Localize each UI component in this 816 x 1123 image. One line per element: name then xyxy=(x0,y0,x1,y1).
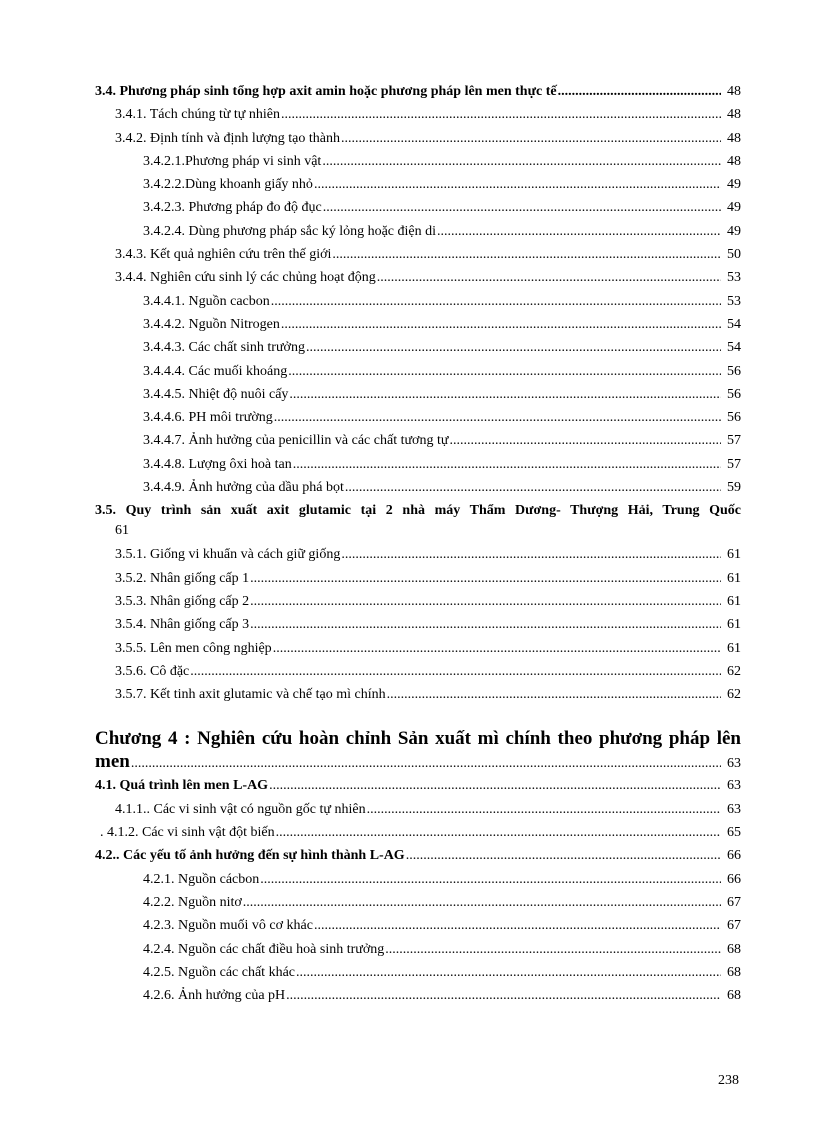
toc-page: 61 xyxy=(727,547,741,563)
toc-entry[interactable] xyxy=(95,336,741,359)
toc-label: 3.4.4.6. PH môi trường xyxy=(143,410,273,426)
dot-leader xyxy=(332,243,721,266)
toc-entry[interactable] xyxy=(95,173,741,196)
toc-entry[interactable] xyxy=(95,383,741,406)
dot-leader xyxy=(271,290,721,313)
dot-leader xyxy=(281,313,721,336)
dot-leader xyxy=(314,914,721,937)
toc-label: 3.5.4. Nhân giống cấp 3 xyxy=(115,617,250,633)
toc-page: 62 xyxy=(727,687,741,703)
toc-page: 57 xyxy=(727,433,741,449)
dot-leader xyxy=(293,453,721,476)
toc-label: 3.4.4.1. Nguồn cacbon xyxy=(143,293,270,309)
toc-page: 54 xyxy=(727,316,741,332)
toc-label: 3.4.4. Nghiên cứu sinh lý các chủng hoạt động xyxy=(115,270,376,286)
toc-page: 50 xyxy=(727,247,741,263)
dot-leader xyxy=(131,752,721,776)
toc-page: 63 xyxy=(727,756,741,772)
toc-entry[interactable] xyxy=(95,961,741,984)
toc-entry[interactable] xyxy=(95,798,741,821)
toc-label: 4.2.5. Nguồn các chất khác xyxy=(143,964,295,980)
dot-leader xyxy=(274,406,721,429)
table-of-contents xyxy=(95,80,741,1007)
toc-page: 68 xyxy=(727,941,741,957)
toc-page: 53 xyxy=(727,293,741,309)
toc-page: 49 xyxy=(727,200,741,216)
toc-label: 3.4.2.4. Dùng phương pháp sắc ký lỏng hoặc điện di xyxy=(143,223,437,239)
toc-page: 53 xyxy=(727,270,741,286)
dot-leader xyxy=(250,590,721,613)
toc-page: 61 xyxy=(727,593,741,609)
toc-page: 48 xyxy=(727,130,741,146)
toc-label: 3.5.1. Giống vi khuẩn và cách giữ giống xyxy=(115,547,341,563)
toc-entry-4-2[interactable] xyxy=(95,844,741,867)
toc-page: 59 xyxy=(727,480,741,496)
dot-leader xyxy=(377,266,721,289)
toc-entry[interactable] xyxy=(95,266,741,289)
toc-entry[interactable] xyxy=(95,150,741,173)
toc-label: 3.4.4.5. Nhiệt độ nuôi cấy xyxy=(143,386,289,402)
dot-leader xyxy=(250,567,721,590)
toc-entry[interactable] xyxy=(95,543,741,566)
toc-label: 3.4.2.3. Phương pháp đo độ đục xyxy=(143,200,322,216)
dot-leader xyxy=(273,637,721,660)
dot-leader xyxy=(558,80,721,103)
toc-entry[interactable] xyxy=(95,476,741,499)
toc-label: 4.2.. Các yếu tố ảnh hưởng đến sự hình thành L-AG xyxy=(95,848,405,864)
dot-leader xyxy=(406,844,721,867)
dot-leader xyxy=(260,868,721,891)
toc-entry[interactable] xyxy=(95,984,741,1007)
toc-label: 3.4.4.3. Các chất sinh trưởng xyxy=(143,340,305,356)
toc-entry-3-5[interactable] xyxy=(95,502,741,539)
toc-entry[interactable] xyxy=(95,196,741,219)
toc-entry-chapter-4[interactable] xyxy=(95,727,741,774)
toc-label: . 4.1.2. Các vi sinh vật đột biến xyxy=(100,825,275,841)
dot-leader xyxy=(250,613,721,636)
toc-page: 56 xyxy=(727,410,741,426)
toc-label: 4.2.6. Ảnh hưởng của pH xyxy=(143,988,286,1004)
toc-page: 67 xyxy=(727,894,741,910)
dot-leader xyxy=(367,798,721,821)
dot-leader xyxy=(190,660,721,683)
dot-leader xyxy=(306,336,721,359)
toc-label: 3.5.7. Kết tinh axit glutamic và chế tạo mì chính xyxy=(115,687,386,703)
toc-page: 49 xyxy=(727,177,741,193)
toc-label: 3.5. Quy trình sản xuất axit glutamic tại 2 nhà máy Thẩm Dương- Thượng Hải, Trung Quốc xyxy=(95,503,741,519)
chapter-title: Chương 4 : Nghiên cứu hoàn chỉnh Sản xuất mì chính theo phương pháp lên xyxy=(95,728,741,750)
toc-entry[interactable] xyxy=(95,683,741,706)
toc-label: 3.5.6. Cô đặc xyxy=(115,663,190,679)
toc-label: 4.2.2. Nguồn nitơ xyxy=(143,894,242,910)
dot-leader xyxy=(341,127,721,150)
toc-entry[interactable] xyxy=(95,868,741,891)
toc-page: 62 xyxy=(727,663,741,679)
toc-entry[interactable] xyxy=(95,429,741,452)
dot-leader xyxy=(288,360,721,383)
toc-page: 48 xyxy=(727,107,741,123)
dot-leader xyxy=(449,429,721,452)
toc-entry[interactable] xyxy=(95,938,741,961)
dot-leader xyxy=(387,683,721,706)
toc-label: 3.4.4.9. Ảnh hưởng của dầu phá bọt xyxy=(143,480,344,496)
toc-entry[interactable] xyxy=(95,220,741,243)
toc-page: 56 xyxy=(727,363,741,379)
toc-page: 57 xyxy=(727,456,741,472)
toc-entry[interactable] xyxy=(95,613,741,636)
dot-leader xyxy=(322,150,721,173)
toc-label: 3.4.2.2.Dùng khoanh giấy nhỏ xyxy=(143,177,313,193)
dot-leader xyxy=(286,984,721,1007)
toc-entry[interactable] xyxy=(95,821,741,844)
toc-entry[interactable] xyxy=(95,103,741,126)
toc-entry[interactable] xyxy=(95,243,741,266)
dot-leader xyxy=(276,821,721,844)
toc-entry[interactable] xyxy=(95,660,741,683)
toc-entry[interactable] xyxy=(95,453,741,476)
dot-leader xyxy=(296,961,721,984)
toc-label: 3.4.3. Kết quả nghiên cứu trên thế giới xyxy=(115,247,332,263)
chapter-title-cont: men xyxy=(95,751,130,773)
toc-entry-4-1[interactable] xyxy=(95,774,741,797)
toc-page: 68 xyxy=(727,964,741,980)
page-number: 238 xyxy=(718,1073,739,1088)
toc-page: 66 xyxy=(727,848,741,864)
toc-page: 54 xyxy=(727,340,741,356)
toc-label: 3.4.4.2. Nguồn Nitrogen xyxy=(143,316,280,332)
toc-page: 61 xyxy=(727,617,741,633)
toc-entry[interactable] xyxy=(95,360,741,383)
toc-page: 61 xyxy=(727,640,741,656)
dot-leader xyxy=(281,103,721,126)
dot-leader xyxy=(345,476,721,499)
toc-label: 4.2.1. Nguồn cácbon xyxy=(143,871,260,887)
toc-label: 3.4.1. Tách chúng từ tự nhiên xyxy=(115,107,280,123)
toc-page: 65 xyxy=(727,825,741,841)
toc-entry[interactable] xyxy=(95,290,741,313)
toc-label: 3.4.2.1.Phương pháp vi sinh vật xyxy=(143,153,322,169)
toc-label: 3.5.2. Nhân giống cấp 1 xyxy=(115,570,250,586)
dot-leader xyxy=(437,220,721,243)
toc-entry[interactable] xyxy=(95,590,741,613)
dot-leader xyxy=(269,774,721,797)
toc-page: 61 xyxy=(115,523,129,539)
dot-leader xyxy=(314,173,721,196)
dot-leader xyxy=(385,938,721,961)
toc-page: 67 xyxy=(727,918,741,934)
toc-page: 68 xyxy=(727,988,741,1004)
toc-entry[interactable] xyxy=(95,891,741,914)
toc-entry[interactable] xyxy=(95,914,741,937)
toc-label: 3.4.4.8. Lượng ôxi hoà tan xyxy=(143,456,292,472)
toc-page: 63 xyxy=(727,778,741,794)
toc-label: 3.5.3. Nhân giống cấp 2 xyxy=(115,593,250,609)
toc-label: 3.4.2. Định tính và định lượng tạo thành xyxy=(115,130,340,146)
toc-page: 49 xyxy=(727,223,741,239)
toc-page: 66 xyxy=(727,871,741,887)
toc-label: 4.2.3. Nguồn muối vô cơ khác xyxy=(143,918,313,934)
toc-page: 56 xyxy=(727,386,741,402)
toc-page: 48 xyxy=(727,153,741,169)
dot-leader xyxy=(341,543,721,566)
toc-entry[interactable] xyxy=(95,637,741,660)
toc-label: 4.2.4. Nguồn các chất điều hoà sinh trưởng xyxy=(143,941,385,957)
toc-label: 3.4.4.7. Ảnh hưởng của penicillin và các chất tương tự xyxy=(143,433,449,449)
toc-page: 61 xyxy=(727,570,741,586)
toc-page: 48 xyxy=(727,84,741,99)
toc-entry[interactable] xyxy=(95,313,741,336)
toc-label: 3.4.4.4. Các muối khoáng xyxy=(143,363,288,379)
dot-leader xyxy=(243,891,721,914)
toc-entry-3-4[interactable] xyxy=(95,80,741,103)
toc-label: 3.5.5. Lên men công nghiệp xyxy=(115,640,272,656)
toc-label: 4.1.1.. Các vi sinh vật có nguồn gốc tự nhiên xyxy=(115,801,366,817)
toc-label: 3.4. Phương pháp sinh tổng hợp axit amin hoặc phương pháp lên men thực tế xyxy=(95,84,557,99)
toc-page: 63 xyxy=(727,801,741,817)
toc-entry[interactable] xyxy=(95,567,741,590)
toc-label: 4.1. Quá trình lên men L-AG xyxy=(95,778,269,794)
dot-leader xyxy=(323,196,721,219)
toc-entry[interactable] xyxy=(95,406,741,429)
toc-entry[interactable] xyxy=(95,127,741,150)
dot-leader xyxy=(289,383,721,406)
